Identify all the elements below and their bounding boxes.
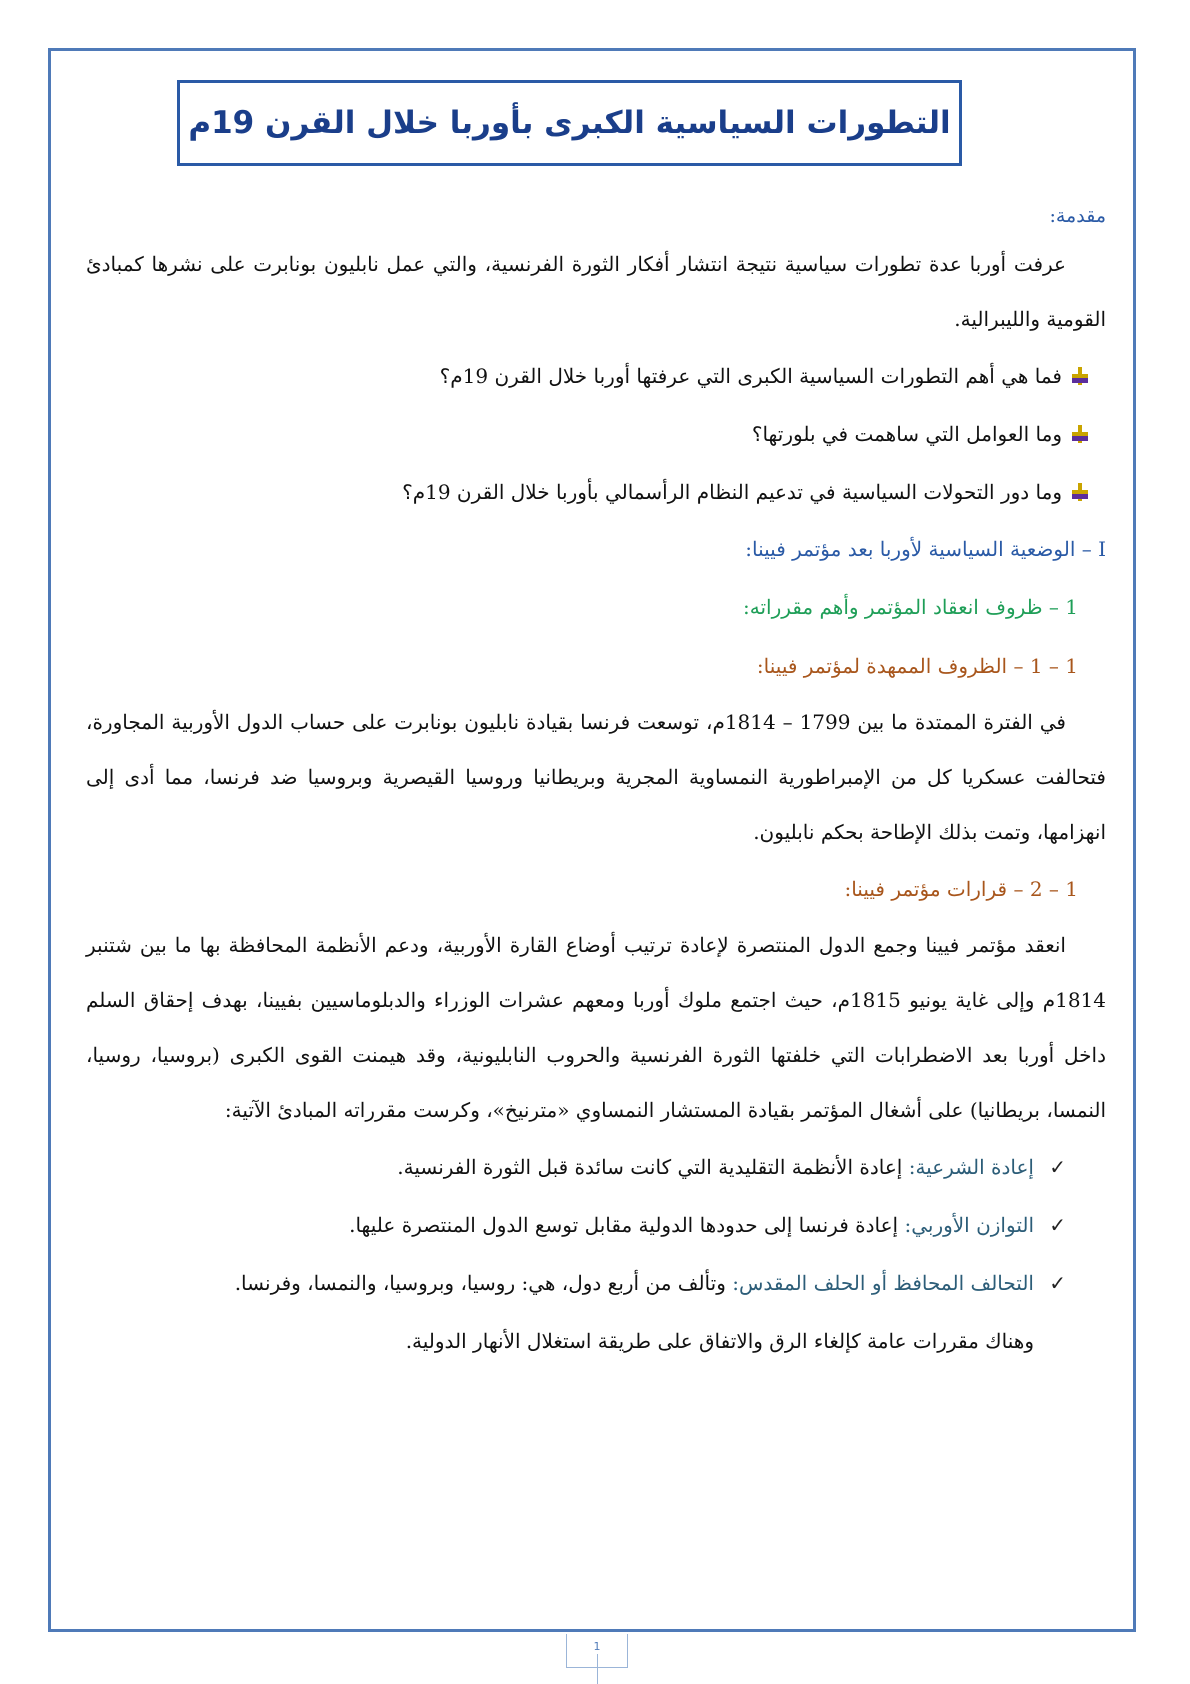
question-text: وما دور التحولات السياسية في تدعيم النظام الرأسمالي بأوربا خلال القرن 19م؟ [402,480,1062,504]
principles-list [86,1138,1106,1312]
part-heading-1: 1 – 1 – الظروف الممهدة لمؤتمر فيينا: [756,654,1078,678]
document-body [86,205,1106,1370]
arrow-bullet-icon [1072,367,1088,385]
page-title: التطورات السياسية الكبرى بأوربا خلال القرن 19م [188,105,951,141]
intro-heading: مقدمة: [1049,205,1106,227]
section-heading: I – الوضعية السياسية لأوربا بعد مؤتمر فيينا: [745,537,1106,561]
question-list [86,347,1106,521]
principle-term: التحالف المحافظ أو الحلف المقدس: [732,1271,1034,1295]
principle-desc: إعادة فرنسا إلى حدودها الدولية مقابل توسع الدول المنتصرة عليها. [349,1213,905,1237]
question-text: وما العوامل التي ساهمت في بلورتها؟ [751,422,1062,446]
principle-desc: وتألف من أربع دول، هي: روسيا، وبروسيا، والنمسا، وفرنسا. [234,1271,733,1295]
checkmark-icon: ✓ [1049,1213,1066,1237]
checkmark-icon: ✓ [1049,1271,1066,1295]
list-item [86,405,1088,463]
part2-paragraph: انعقد مؤتمر فيينا وجمع الدول المنتصرة لإعادة ترتيب أوضاع القارة الأوربية، ودعم الأنظمة المحافظة بها ما بين شتنبر 1814م وإلى غاية يونيو 1815م، حيث اجتمع ملوك أوربا ومعهم عشرات الوزراء والدبلوماسيين بفيينا، بهدف إحقاق السلم داخل أوربا بعد الاضطرابات التي خلفتها الثورة الفرنسية والحروب النابليونية، وقد هيمنت القوى الكبرى (بروسيا، روسيا، النمسا، بريطانيا) على أشغال المؤتمر بقيادة المستشار النمساوي «مترنيخ»، وكرست مقرراته المبادئ الآتية: [86,933,1107,1122]
intro-paragraph: عرفت أوربا عدة تطورات سياسية نتيجة انتشار أفكار الثورة الفرنسية، والتي عمل نابليون بونابرت على نشرها كمبادئ القومية والليبرالية. [86,252,1106,331]
question-text: فما هي أهم التطورات السياسية الكبرى التي عرفتها أوربا خلال القرن 19م؟ [439,364,1062,388]
title-box [177,80,962,166]
part-heading-2: 1 – 2 – قرارات مؤتمر فيينا: [844,877,1078,901]
principle-term: إعادة الشرعية: [908,1155,1034,1179]
part1-paragraph: في الفترة الممتدة ما بين 1799 – 1814م، توسعت فرنسا بقيادة نابليون بونابرت على حساب الدول الأوربية المجاورة، فتحالفت عسكريا كل من الإمبراطورية النمساوية المجرية وبريطانيا وروسيا القيصرية وبروسيا ضد فرنسا، مما أدى إلى انهزامها، وتمت بذلك الإطاحة بحكم نابليون. [86,710,1106,844]
principle-desc: إعادة الأنظمة التقليدية التي كانت سائدة قبل الثورة الفرنسية. [397,1155,909,1179]
list-item [86,347,1088,405]
list-item [86,1254,1066,1312]
arrow-bullet-icon [1072,425,1088,443]
list-item [86,1196,1066,1254]
principle-term: التوازن الأوربي: [904,1213,1034,1237]
checkmark-icon: ✓ [1049,1155,1066,1179]
arrow-bullet-icon [1072,483,1088,501]
list-item [86,1138,1066,1196]
page-number: 1 [566,1634,628,1668]
list-item [86,463,1088,521]
closing-note: وهناك مقررات عامة كإلغاء الرق والاتفاق على طريقة استغلال الأنهار الدولية. [405,1329,1034,1353]
footer-divider [597,1654,598,1684]
subsection-heading: 1 – ظروف انعقاد المؤتمر وأهم مقرراته: [743,595,1078,619]
